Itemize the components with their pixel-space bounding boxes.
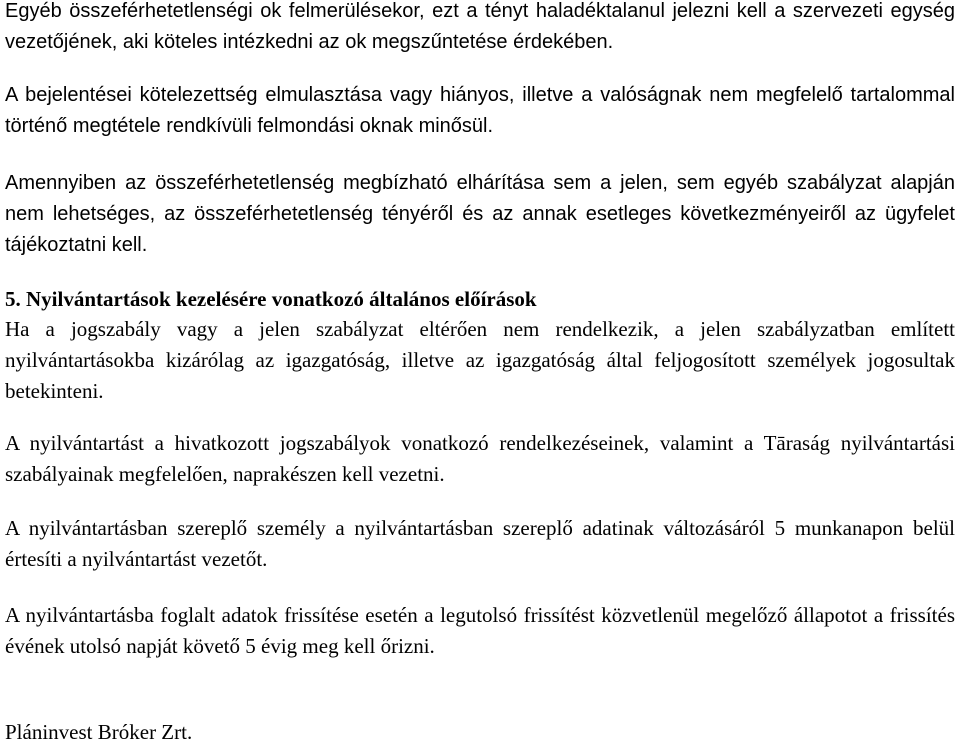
company-signature: Pláninvest Bróker Zrt. [5, 720, 193, 744]
section-heading: 5. Nyilvántartások kezelésére vonatkozó általános előírások [5, 287, 537, 311]
paragraph-access-rights: Ha a jogszabály vagy a jelen szabályzat eltérően nem rendelkezik, a jelen szabályzatban említett nyilvántartásokba kizárólag az igazgatóság, illetve az igazgatóság által feljogosított személyek jogosultak betekinteni. [5, 317, 955, 403]
paragraph-conflict-report: Egyéb összeférhetetlenségi ok felmerülésekor, ezt a tényt haladéktalanul jelezni kell a szervezeti egység vezetőjének, aki köteles intézkedni az ok megszűntetése érdekében. [5, 0, 955, 53]
paragraph-data-change: A nyilvántartásban szereplő személy a nyilvántartásban szereplő adatinak változásáról 5 munkanapon belül értesíti a nyilvántartást vezetőt. [5, 516, 955, 571]
paragraph-data-retention: A nyilvántartásba foglalt adatok frissítése esetén a legutolsó frissítést közvetlenül megelőző állapotot a frissítés évének utolsó napját követő 5 évig meg kell őrizni. [5, 603, 955, 658]
paragraph-client-notification: Amennyiben az összeférhetetlenség megbízható elhárítása sem a jelen, sem egyéb szabályzat alapján nem lehetséges, az összeférhetetlenség tényéről és az annak esetleges következményeiről az ügyfelet tájékoztatni kell. [5, 172, 955, 256]
paragraph-register-keeping: A nyilvántartást a hivatkozott jogszabályok vonatkozó rendelkezéseinek, valamint a Tāraság nyilvántartási szabályainak megfelelően, naprakészen kell vezetni. [5, 431, 955, 486]
paragraph-reporting-obligation: A bejelentései kötelezettség elmulasztása vagy hiányos, illetve a valóságnak nem megfelelő tartalommal történő megtétele rendkívüli felmondási oknak minősül. [5, 84, 955, 137]
